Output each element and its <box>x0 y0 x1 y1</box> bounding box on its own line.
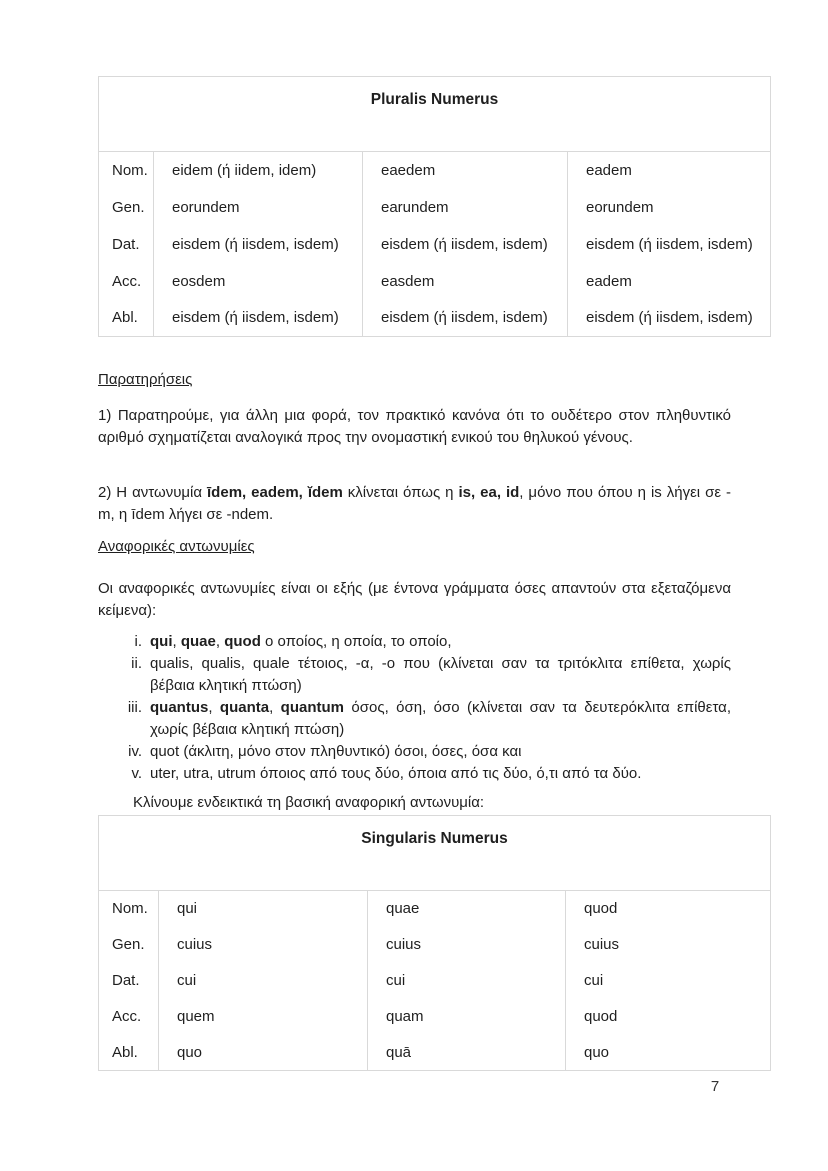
cell-neuter: quo <box>566 1035 771 1071</box>
table-row <box>99 152 771 189</box>
cell-neuter: eadem <box>568 152 771 189</box>
cell-masculine: eorundem <box>154 189 363 226</box>
cell-feminine: cui <box>368 963 566 999</box>
list-item <box>98 653 731 697</box>
cell-masculine: cuius <box>159 927 368 963</box>
case-label: Nom. <box>112 900 148 918</box>
relative-pronouns-heading: Αναφορικές αντωνυμίες <box>98 538 255 555</box>
table-title: Singularis Numerus <box>99 816 771 891</box>
case-label: Acc. <box>112 272 142 290</box>
cell-masculine: eosdem <box>154 263 363 300</box>
list-marker: ii. <box>131 655 142 672</box>
declension-table <box>98 815 771 1071</box>
table-row <box>99 891 771 927</box>
list-item <box>98 697 731 741</box>
case-label: Abl. <box>112 309 138 327</box>
case-label: Dat. <box>112 235 140 253</box>
list-marker: v. <box>131 765 142 782</box>
cell-feminine: quam <box>368 999 566 1035</box>
declension-table <box>98 76 771 337</box>
cell-masculine: eidem (ή iidem, idem) <box>154 152 363 189</box>
table-header-row <box>99 77 771 152</box>
case-label: Dat. <box>112 972 140 989</box>
cell-neuter: eisdem (ή iisdem, isdem) <box>568 226 771 263</box>
cell-neuter: cuius <box>566 927 771 963</box>
pluralis-numerus-table <box>98 76 770 337</box>
list-marker: i. <box>134 633 142 650</box>
table-row <box>99 999 771 1035</box>
cell-masculine: eisdem (ή iisdem, isdem) <box>154 226 363 263</box>
list-item <box>98 741 731 763</box>
table-title: Pluralis Numerus <box>99 77 771 152</box>
relative-pronouns-list <box>98 631 731 785</box>
list-item <box>98 763 731 785</box>
list-item-text: qualis, qualis, quale τέτοιος, -α, -ο που (κλίνεται σαν τα τριτόκλιτα επίθετα, χωρίς βέβαια κλητική πτώση) <box>150 655 731 694</box>
cell-neuter: eisdem (ή iisdem, isdem) <box>568 300 771 337</box>
table-row <box>99 300 771 337</box>
relative-intro: Οι αναφορικές αντωνυμίες είναι οι εξής (με έντονα γράμματα όσες απαντούν στα εξεταζόμενα κείμενα): <box>98 580 731 619</box>
list-item-text: quantus, quanta, quantum όσος, όση, όσο (κλίνεται σαν τα δευτερόκλιτα επίθετα, χωρίς βέβαια κλητική πτώση) <box>150 699 732 738</box>
decline-note: Κλίνουμε ενδεικτικά τη βασική αναφορική αντωνυμία: <box>133 794 485 811</box>
cell-feminine: easdem <box>363 263 568 300</box>
cell-masculine: eisdem (ή iisdem, isdem) <box>154 300 363 337</box>
table-row <box>99 1035 771 1071</box>
table-header-row <box>99 816 771 891</box>
case-label: Nom. <box>112 161 148 179</box>
table-row <box>99 226 771 263</box>
table-row <box>99 189 771 226</box>
cell-masculine: cui <box>159 963 368 999</box>
table-row <box>99 963 771 999</box>
cell-feminine: cuius <box>368 927 566 963</box>
cell-feminine: earundem <box>363 189 568 226</box>
cell-neuter: eadem <box>568 263 771 300</box>
list-marker: iv. <box>128 743 142 760</box>
cell-masculine: quem <box>159 999 368 1035</box>
singularis-numerus-table <box>98 815 770 1071</box>
list-item-text: qui, quae, quod ο οποίος, η οποία, το οποίο, <box>150 633 452 650</box>
list-item <box>98 631 731 653</box>
list-item-text: uter, utra, utrum όποιος από τους δύο, όποια από τις δύο, ό,τι από τα δύο. <box>150 765 642 782</box>
cell-feminine: eisdem (ή iisdem, isdem) <box>363 226 568 263</box>
cell-neuter: eorundem <box>568 189 771 226</box>
list-marker: iii. <box>127 699 142 716</box>
table-row <box>99 927 771 963</box>
cell-masculine: quo <box>159 1035 368 1071</box>
list-item-text: quot (άκλιτη, μόνο στον πληθυντικό) όσοι, όσες, όσα και <box>150 743 522 760</box>
cell-feminine: eisdem (ή iisdem, isdem) <box>363 300 568 337</box>
note-1: 1) Παρατηρούμε, για άλλη μια φορά, τον πρακτικό κανόνα ότι το ουδέτερο στον πληθυντικό αριθμό σχηματίζεται αναλογικά προς την ονομαστική ενικού του θηλυκού γένους. <box>98 407 731 446</box>
note-2: 2) Η αντωνυμία īdem, eadem, ĭdem κλίνεται όπως η is, ea, id, μόνο που όπου η is λήγει σε -m, η īdem λήγει σε -ndem. <box>98 484 731 523</box>
cell-neuter: quod <box>566 891 771 927</box>
cell-feminine: quae <box>368 891 566 927</box>
case-label: Acc. <box>112 1008 142 1025</box>
cell-feminine: quā <box>368 1035 566 1071</box>
table-row <box>99 263 771 300</box>
case-label: Gen. <box>112 936 145 953</box>
cell-masculine: qui <box>159 891 368 927</box>
page-number: 7 <box>710 1078 720 1095</box>
case-label: Abl. <box>112 1043 138 1061</box>
observations-heading: Παρατηρήσεις <box>98 371 193 388</box>
cell-neuter: quod <box>566 999 771 1035</box>
case-label: Gen. <box>112 198 145 216</box>
cell-neuter: cui <box>566 963 771 999</box>
cell-feminine: eaedem <box>363 152 568 189</box>
